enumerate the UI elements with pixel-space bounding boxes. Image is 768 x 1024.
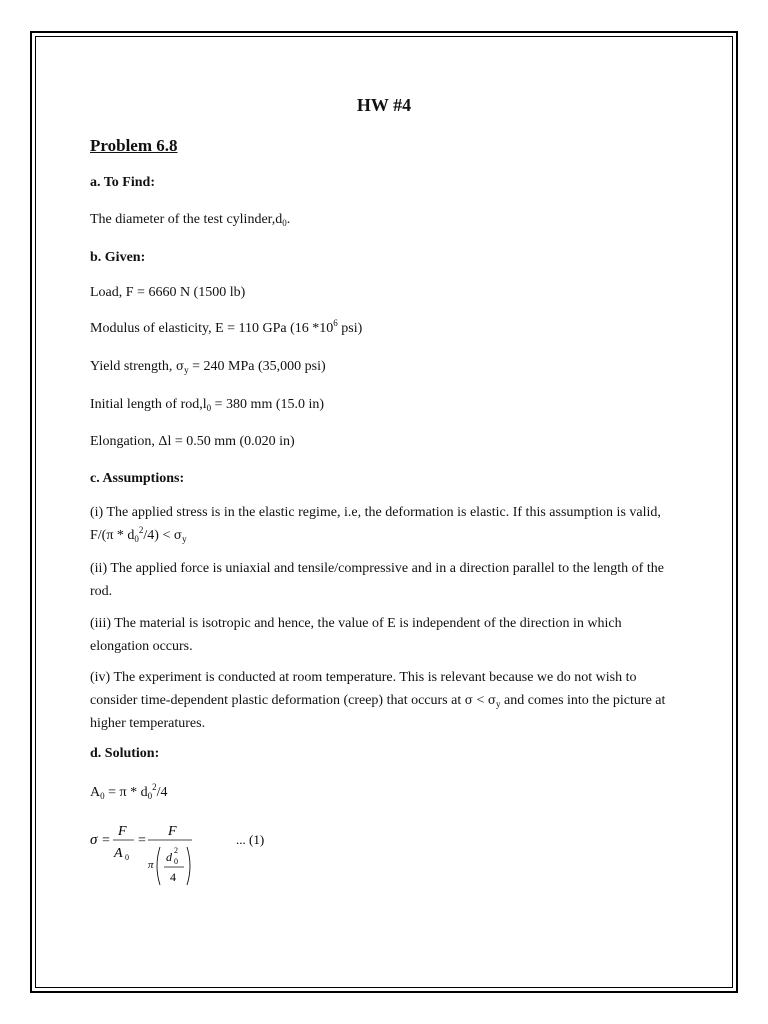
assumption-i: (i) The applied stress is in the elastic regime, i.e, the deformation is elastic. If this assumption is valid, $F/(\pi * d_0^2/4) < \sigma_y$ <box>90 505 661 544</box>
eq-denominator-a: A <box>114 846 123 861</box>
eq-number: ... (1) <box>236 832 265 847</box>
eq-d-sub: 0 <box>174 857 178 866</box>
assumption-iv: (iv) The experiment is conducted at room temperature. This is relevant because we do not wish to consider time-dependent plastic deformation (creep) that occurs at $\sigma < \sigma_y$ and comes into the picture at higher temperatures. <box>90 670 666 731</box>
to-find-heading: a. To Find: <box>90 175 155 190</box>
to-find-text: The diameter of the test $cylinder,d_0$. <box>90 212 291 228</box>
eq-numerator-f2: F <box>168 824 177 839</box>
eq-four: 4 <box>170 870 176 884</box>
eq-numerator-f1: F <box>118 824 127 839</box>
area-formula: $A_0 = \pi * d_0^2/4$ <box>90 782 168 801</box>
eq-d: d <box>166 850 172 864</box>
assumptions-heading: c. Assumptions: <box>90 471 185 486</box>
page-title: HW #4 <box>356 95 412 115</box>
given-initial-length: Initial length of $rod,l_0 = 380$ mm (15.0 in) <box>90 397 325 413</box>
given-heading: b. Given: <box>90 250 146 265</box>
eq-sigma: σ <box>90 832 98 848</box>
eq-d-sup: 2 <box>174 846 178 855</box>
given-elongation: Elongation, Δl = 0.50 mm (0.020 in) <box>90 434 295 449</box>
eq-equals-2: = <box>138 833 146 848</box>
solution-heading: d. Solution: <box>90 746 160 761</box>
given-modulus: Modulus of elasticity, E = 110 GPa (16 $*10^6$ psi) <box>90 318 363 336</box>
eq-left-paren <box>157 847 160 885</box>
eq-pi: π <box>148 859 154 871</box>
eq-right-paren <box>187 847 190 885</box>
assumption-ii: (ii) The applied force is uniaxial and tensile/compressive and in a direction parallel to the length of the rod. <box>90 561 664 599</box>
eq-denominator-a-sub: 0 <box>125 853 129 862</box>
assumption-iii: (iii) The material is isotropic and hence, the value of E is independent of the direction in which elongation occurs. <box>90 616 622 654</box>
problem-heading: Problem 6.8 <box>90 136 178 155</box>
equation-1 <box>88 818 328 890</box>
given-yield-strength: Yield strength, $\sigma_y = 240$ MPa (35,000 psi) <box>90 359 326 375</box>
eq-equals-1: = <box>102 833 110 848</box>
given-load: Load, F = 6660 N (1500 lb) <box>90 285 246 300</box>
